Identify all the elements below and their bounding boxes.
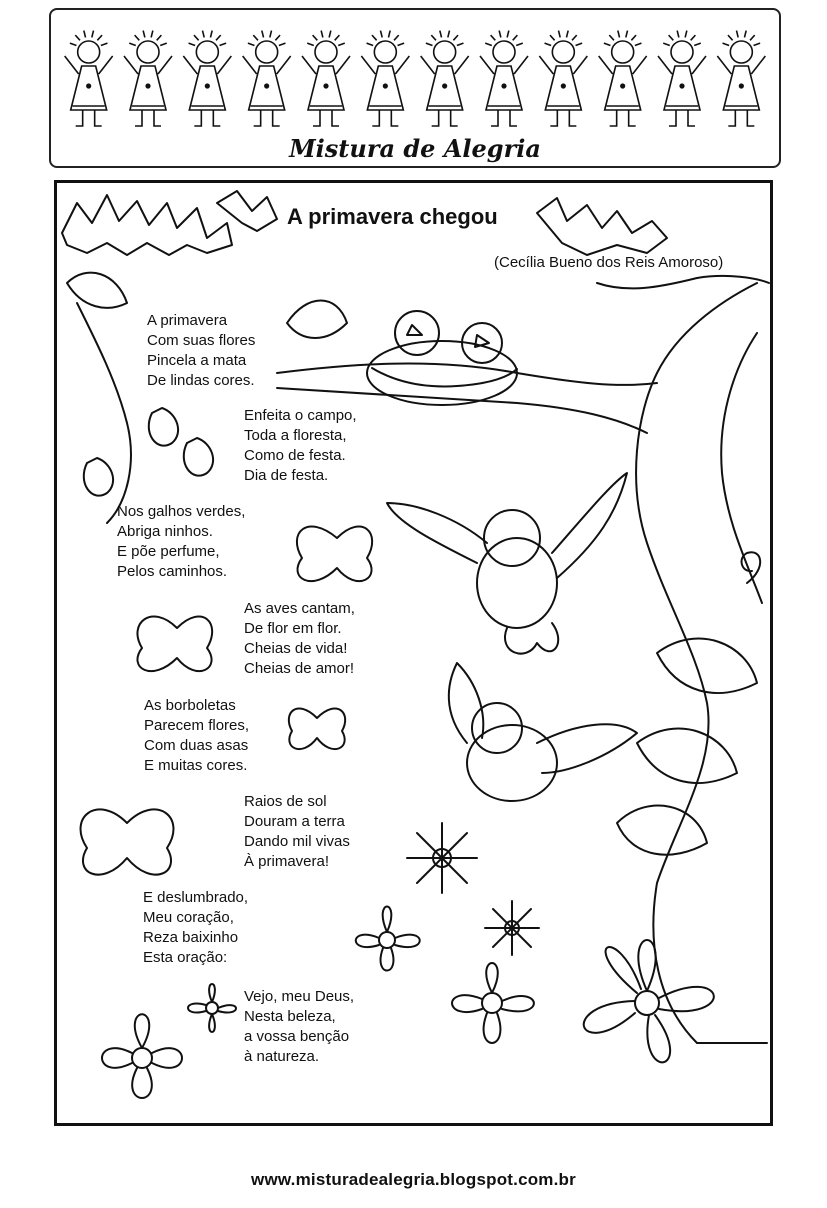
stanza-2 [244,406,357,486]
poem-line: E põe perfume, [117,543,220,560]
bird-wing [552,473,627,578]
poem-line: Pelos caminhos. [117,563,228,580]
kids-illustration [59,14,771,136]
kid-figure [361,31,409,126]
bird-wing [449,663,483,743]
kid-figure [124,31,172,126]
poem-line: De lindas cores. [147,372,255,389]
poem-line: Como de festa. [244,447,346,464]
poem-line: a vossa benção [244,1028,350,1045]
poem-line: Parecem flores, [144,717,250,734]
kid-figure [480,31,528,126]
stanza-8 [244,987,354,1067]
stanza-1 [147,311,255,391]
poem-line: Dia de festa. [244,467,329,484]
poem-line: Esta oração: [143,949,228,966]
poem-line: As aves cantam, [244,600,355,617]
bellflower [184,438,213,476]
poem-line: Cheias de vida! [244,640,348,657]
poem-line: Nos galhos verdes, [117,503,246,520]
bellflower [149,408,178,446]
bird-nest [367,341,517,405]
flower-daisy [485,901,539,955]
tree-branch [277,364,657,385]
leaf-canopy [62,195,232,255]
stanza-4 [244,599,355,679]
leaf-canopy [537,198,667,255]
poem-line: Abriga ninhos. [117,523,213,540]
poem-line: À primavera! [244,853,330,870]
poem-line: Toda a floresta, [244,427,347,444]
flower-medium [356,907,420,971]
footer-url: www.misturadealegria.blogspot.com.br [251,1170,576,1189]
poem-line: As borboletas [144,697,236,714]
poem-line: Enfeita o campo, [244,407,357,424]
poem-line: Nesta beleza, [244,1008,336,1025]
coloring-page-frame [54,180,773,1126]
poem-author: (Cecília Bueno dos Reis Amoroso) [494,254,724,271]
bird-nest [372,368,517,386]
vine [77,303,131,523]
butterfly [289,708,345,749]
flower-medium [452,963,534,1043]
kid-figure [183,31,231,126]
poem-line: à natureza. [244,1048,320,1065]
butterfly [81,809,174,874]
leaf [287,301,347,339]
bird-body [467,725,557,801]
kid-figure [243,31,291,126]
poem-line: De flor em flor. [244,620,342,637]
flower-daisy [407,823,477,893]
flower-large [584,940,714,1062]
chick [395,311,439,355]
leaf [637,729,737,783]
butterfly [297,527,372,582]
poem-line: Vejo, meu Deus, [244,988,355,1005]
stanza-5 [144,696,249,776]
kid-figure [717,31,765,126]
bird-wing [537,724,637,773]
poem-line: E muitas cores. [144,757,248,774]
poem-line: Cheias de amor! [244,660,355,677]
bellflower [84,458,113,496]
poem-line: Reza baixinho [143,929,239,946]
poem-line: Pincela a mata [147,352,247,369]
kid-figure [658,31,706,126]
poem-line: Meu coração, [143,909,234,926]
poem-title: A primavera chegou [287,204,498,229]
flower-large [102,1014,182,1098]
poem-line: Dando mil vivas [244,833,350,850]
kid-figure [539,31,587,126]
butterfly [137,617,212,672]
bird-body [477,538,557,628]
stanza-3 [117,502,245,582]
leaf [657,639,757,693]
flower-small [188,984,236,1032]
poem-line: A primavera [147,312,228,329]
leaf [67,273,127,308]
poem-line: Douram a terra [244,813,345,830]
kid-figure [421,31,469,126]
site-title: Mistura de Alegria [289,134,541,163]
leaf [617,806,707,855]
bird-wing [387,503,487,563]
poem-line: Com suas flores [147,332,256,349]
header-banner [49,8,781,168]
chick-beak [407,325,422,335]
poem-line: E deslumbrado, [143,889,249,906]
poem-line: Raios de sol [244,793,327,810]
kid-figure [302,31,350,126]
poem-line: Com duas asas [144,737,249,754]
stanza-6 [244,792,350,872]
stanza-7 [143,888,248,968]
kid-figure [599,31,647,126]
tree-branch [597,276,769,289]
kid-figure [65,31,113,126]
